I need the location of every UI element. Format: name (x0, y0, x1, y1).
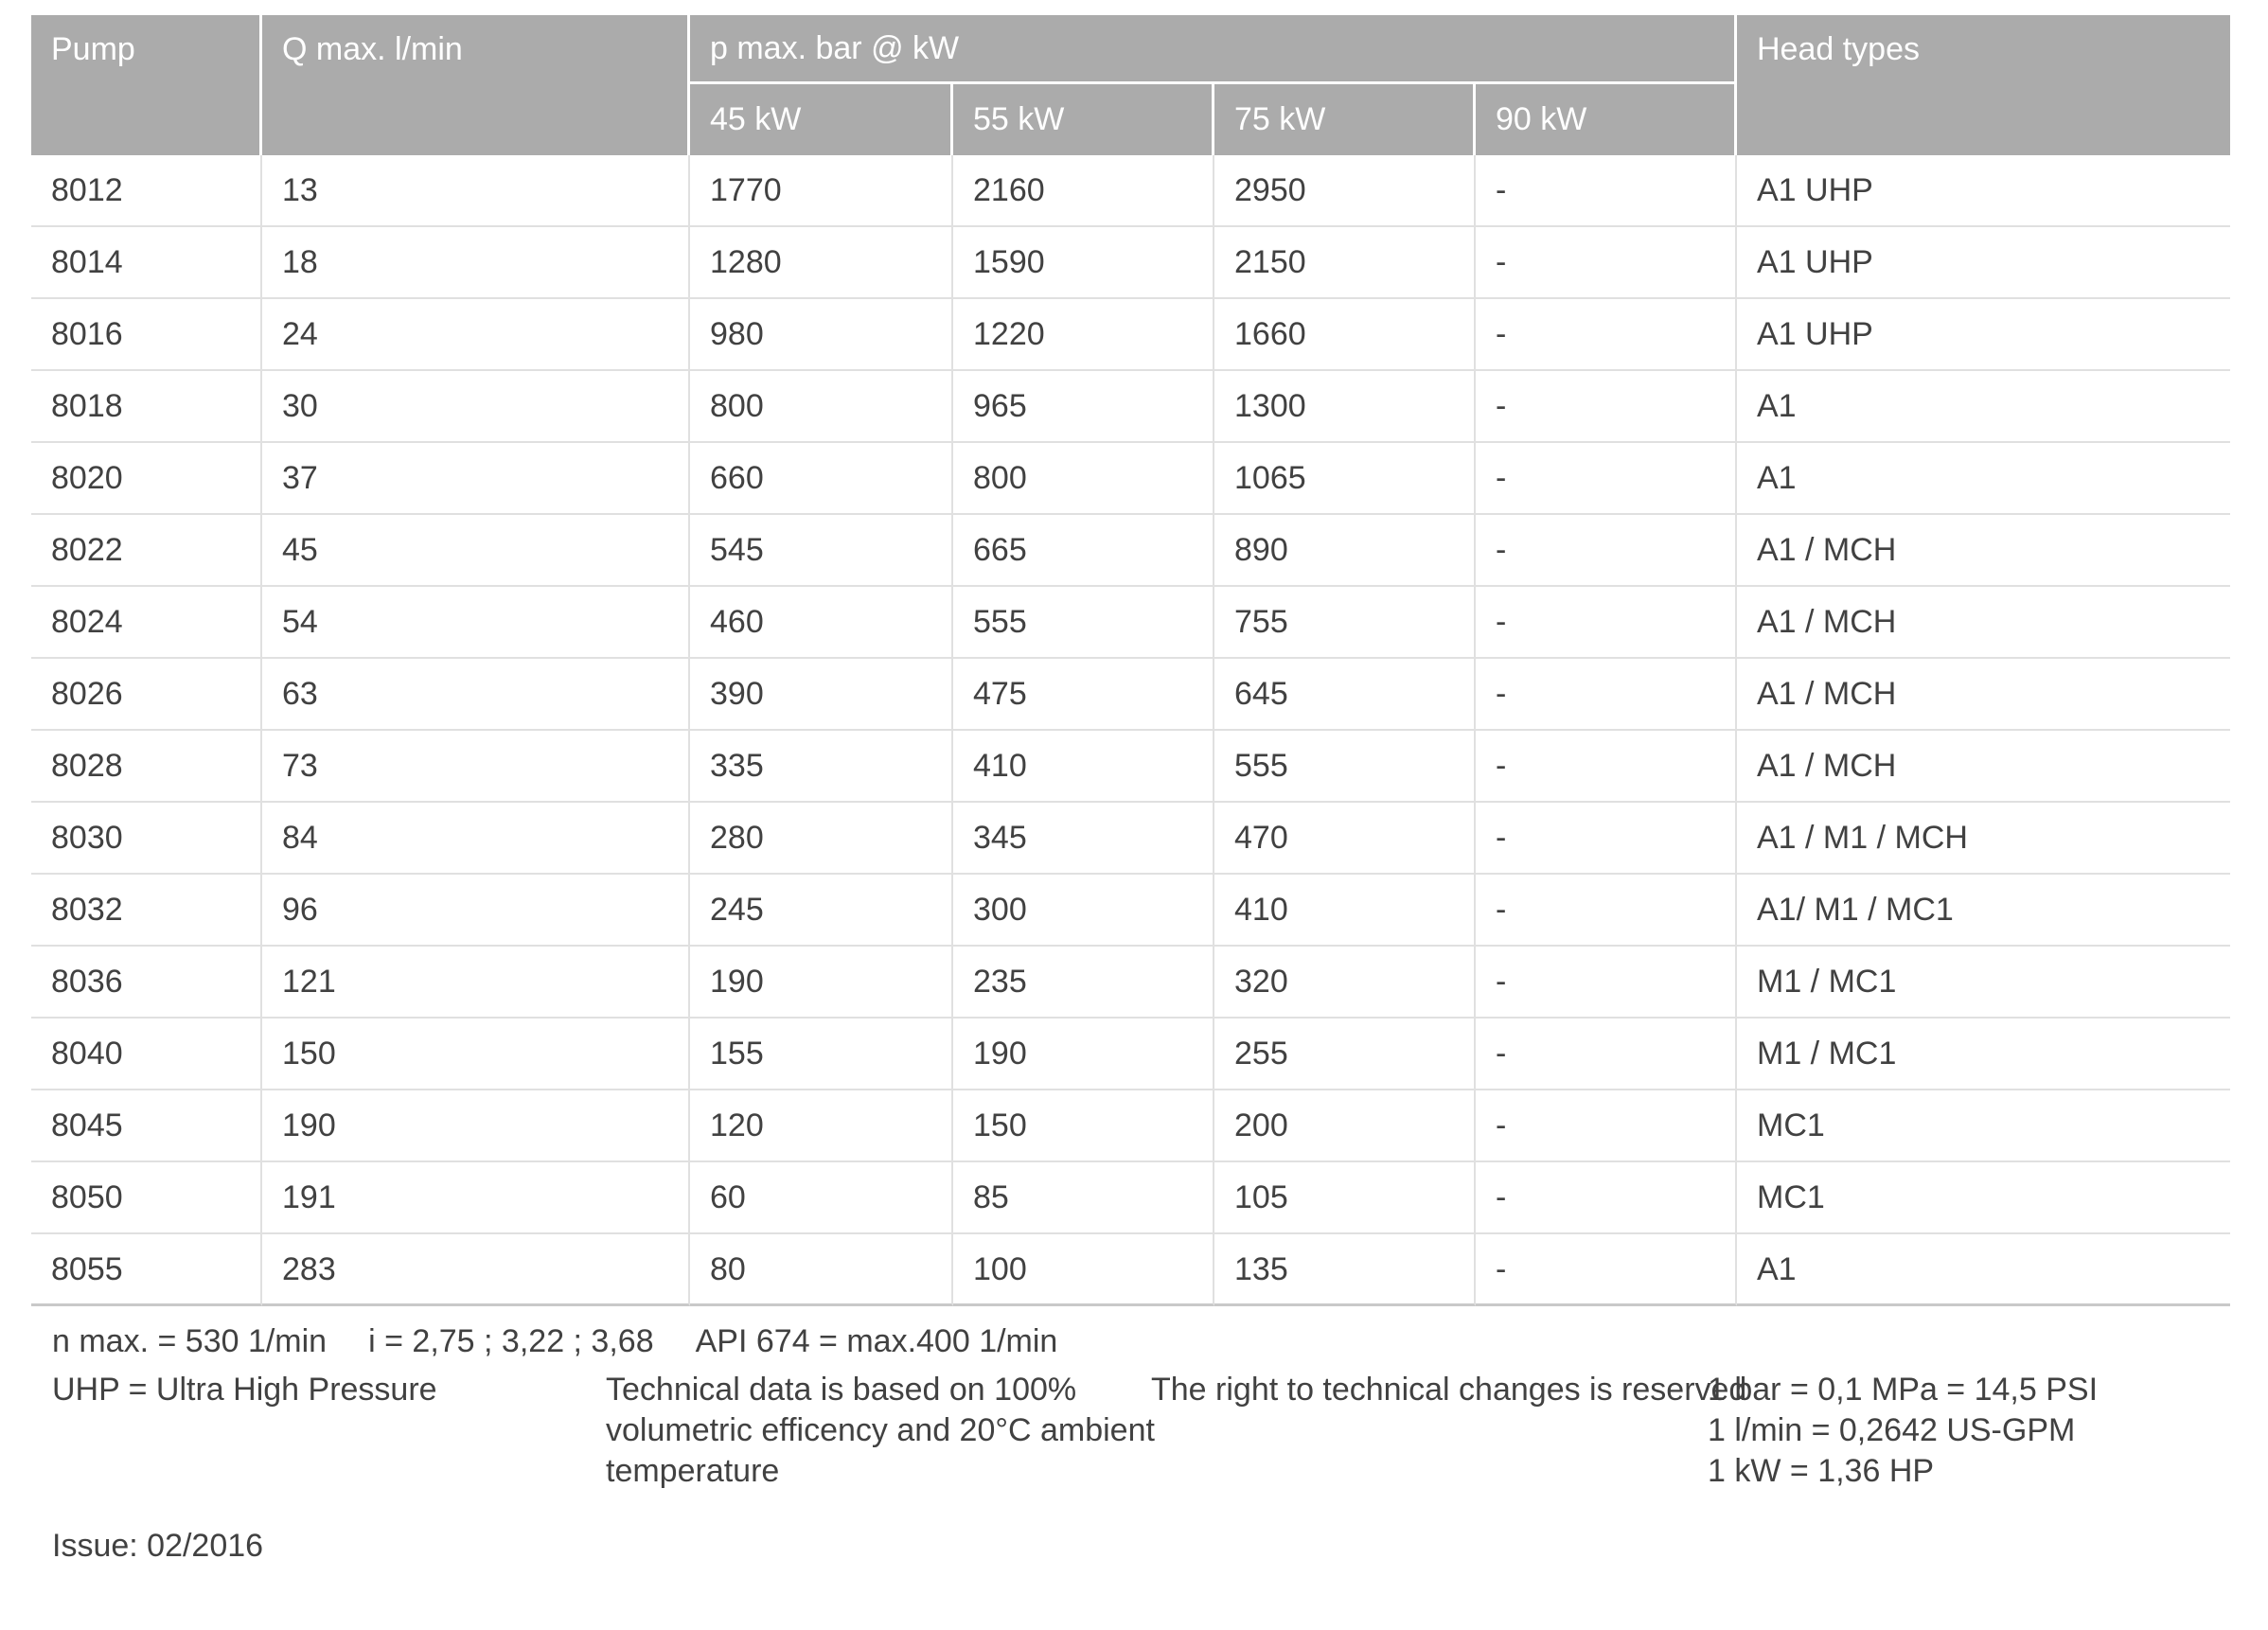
note-rights-reserved: The right to technical changes is reserved (1151, 1372, 1747, 1408)
table-cell: A1 / MCH (1737, 659, 2230, 731)
table-cell: 121 (262, 947, 690, 1019)
table-cell: 8030 (31, 803, 262, 875)
table-cell: - (1476, 443, 1737, 515)
table-cell: 470 (1214, 803, 1476, 875)
column-header-pump: Pump (31, 15, 262, 155)
note-technical-line2: volumetric efficency and 20°C ambient (606, 1412, 1155, 1448)
table-cell: 60 (690, 1162, 953, 1234)
table-cell: 8022 (31, 515, 262, 587)
table-cell: 280 (690, 803, 953, 875)
table-cell: - (1476, 803, 1737, 875)
column-header-90kw: 90 kW (1476, 84, 1737, 155)
note-n-max: n max. = 530 1/min (52, 1323, 328, 1359)
table-cell: - (1476, 947, 1737, 1019)
table-cell: 755 (1214, 587, 1476, 659)
table-cell: 8026 (31, 659, 262, 731)
table-cell: 245 (690, 875, 953, 947)
table-cell: - (1476, 875, 1737, 947)
table-cell: 8055 (31, 1234, 262, 1306)
table-cell: A1 / MCH (1737, 587, 2230, 659)
table-cell: 155 (690, 1019, 953, 1090)
note-i-ratios: i = 2,75 ; 3,22 ; 3,68 (368, 1323, 654, 1359)
table-cell: 800 (953, 443, 1214, 515)
table-cell: 8016 (31, 299, 262, 371)
spec-note-line (52, 1321, 1057, 1362)
column-header-45kw: 45 kW (690, 84, 953, 155)
table-cell: A1 (1737, 371, 2230, 443)
table-cell: 191 (262, 1162, 690, 1234)
table-cell: 150 (953, 1090, 1214, 1162)
table-cell: A1 / MCH (1737, 515, 2230, 587)
table-cell: 24 (262, 299, 690, 371)
table-cell: 190 (690, 947, 953, 1019)
table-cell: 54 (262, 587, 690, 659)
table-cell: 80 (690, 1234, 953, 1306)
table-cell: - (1476, 1234, 1737, 1306)
table-cell: M1 / MC1 (1737, 947, 2230, 1019)
table-cell: A1 UHP (1737, 155, 2230, 227)
table-cell: 190 (953, 1019, 1214, 1090)
table-cell: 190 (262, 1090, 690, 1162)
table-cell: 13 (262, 155, 690, 227)
table-cell: A1 (1737, 1234, 2230, 1306)
table-cell: 320 (1214, 947, 1476, 1019)
conversion-bar: 1 bar = 0,1 MPa = 14,5 PSI (1708, 1372, 2099, 1408)
table-cell: MC1 (1737, 1162, 2230, 1234)
table-cell: - (1476, 1019, 1737, 1090)
conversion-lmin: 1 l/min = 0,2642 US-GPM (1708, 1412, 2076, 1448)
table-cell: M1 / MC1 (1737, 1019, 2230, 1090)
table-cell: 2160 (953, 155, 1214, 227)
table-cell: 8040 (31, 1019, 262, 1090)
column-header-pmax-group: p max. bar @ kW (690, 15, 1737, 84)
table-cell: 30 (262, 371, 690, 443)
table-cell: A1 UHP (1737, 299, 2230, 371)
table-cell: 283 (262, 1234, 690, 1306)
table-cell: 8012 (31, 155, 262, 227)
table-cell: A1 (1737, 443, 2230, 515)
table-cell: 45 (262, 515, 690, 587)
table-cell: 390 (690, 659, 953, 731)
table-cell: 8032 (31, 875, 262, 947)
table-cell: 1065 (1214, 443, 1476, 515)
table-cell: - (1476, 587, 1737, 659)
table-cell: 300 (953, 875, 1214, 947)
table-cell: A1/ M1 / MC1 (1737, 875, 2230, 947)
table-cell: 410 (953, 731, 1214, 803)
table-cell: A1 / M1 / MCH (1737, 803, 2230, 875)
column-header-qmax: Q max. l/min (262, 15, 690, 155)
conversion-kw: 1 kW = 1,36 HP (1708, 1453, 1935, 1489)
issue-date: Issue: 02/2016 (52, 1528, 264, 1564)
table-cell: 545 (690, 515, 953, 587)
note-technical-line3: temperature (606, 1453, 780, 1489)
table-cell: 980 (690, 299, 953, 371)
table-cell: 8024 (31, 587, 262, 659)
table-cell: 345 (953, 803, 1214, 875)
table-cell: MC1 (1737, 1090, 2230, 1162)
table-cell: A1 / MCH (1737, 731, 2230, 803)
column-header-75kw: 75 kW (1214, 84, 1476, 155)
table-cell: 1300 (1214, 371, 1476, 443)
table-cell: 8014 (31, 227, 262, 299)
table-cell: - (1476, 299, 1737, 371)
table-cell: 85 (953, 1162, 1214, 1234)
table-cell: - (1476, 659, 1737, 731)
table-cell: 8036 (31, 947, 262, 1019)
table-cell: - (1476, 731, 1737, 803)
column-header-head-types: Head types (1737, 15, 2230, 155)
note-api-674: API 674 = max.400 1/min (695, 1323, 1058, 1359)
table-cell: 8050 (31, 1162, 262, 1234)
table-cell: 235 (953, 947, 1214, 1019)
table-cell: - (1476, 1090, 1737, 1162)
table-cell: 2150 (1214, 227, 1476, 299)
column-header-55kw: 55 kW (953, 84, 1214, 155)
table-cell: 8020 (31, 443, 262, 515)
note-unit-conversions (1708, 1370, 2098, 1492)
note-technical-line1: Technical data is based on 100% (606, 1372, 1077, 1408)
table-cell: 8028 (31, 731, 262, 803)
table-cell: 645 (1214, 659, 1476, 731)
table-cell: 37 (262, 443, 690, 515)
table-cell: 100 (953, 1234, 1214, 1306)
table-cell: 96 (262, 875, 690, 947)
table-cell: 255 (1214, 1019, 1476, 1090)
table-cell: A1 UHP (1737, 227, 2230, 299)
note-uhp-definition: UHP = Ultra High Pressure (52, 1372, 437, 1408)
table-cell: 665 (953, 515, 1214, 587)
table-cell: 150 (262, 1019, 690, 1090)
table-cell: 460 (690, 587, 953, 659)
table-cell: 965 (953, 371, 1214, 443)
table-cell: 800 (690, 371, 953, 443)
table-cell: 475 (953, 659, 1214, 731)
table-cell: - (1476, 1162, 1737, 1234)
table-cell: 18 (262, 227, 690, 299)
table-cell: - (1476, 227, 1737, 299)
table-cell: 63 (262, 659, 690, 731)
table-cell: 1280 (690, 227, 953, 299)
table-cell: 8045 (31, 1090, 262, 1162)
table-cell: 555 (1214, 731, 1476, 803)
table-cell: 73 (262, 731, 690, 803)
table-cell: 890 (1214, 515, 1476, 587)
table-cell: 555 (953, 587, 1214, 659)
table-cell: 1770 (690, 155, 953, 227)
table-cell: 8018 (31, 371, 262, 443)
table-cell: - (1476, 371, 1737, 443)
note-technical-basis (606, 1370, 1155, 1492)
table-cell: 660 (690, 443, 953, 515)
table-cell: - (1476, 155, 1737, 227)
table-cell: 135 (1214, 1234, 1476, 1306)
table-cell: 335 (690, 731, 953, 803)
table-cell: 1220 (953, 299, 1214, 371)
table-cell: - (1476, 515, 1737, 587)
table-cell: 2950 (1214, 155, 1476, 227)
table-cell: 120 (690, 1090, 953, 1162)
pump-data-table (31, 15, 2230, 1306)
table-cell: 1660 (1214, 299, 1476, 371)
table-cell: 105 (1214, 1162, 1476, 1234)
table-cell: 1590 (953, 227, 1214, 299)
table-cell: 200 (1214, 1090, 1476, 1162)
table-cell: 84 (262, 803, 690, 875)
table-cell: 410 (1214, 875, 1476, 947)
